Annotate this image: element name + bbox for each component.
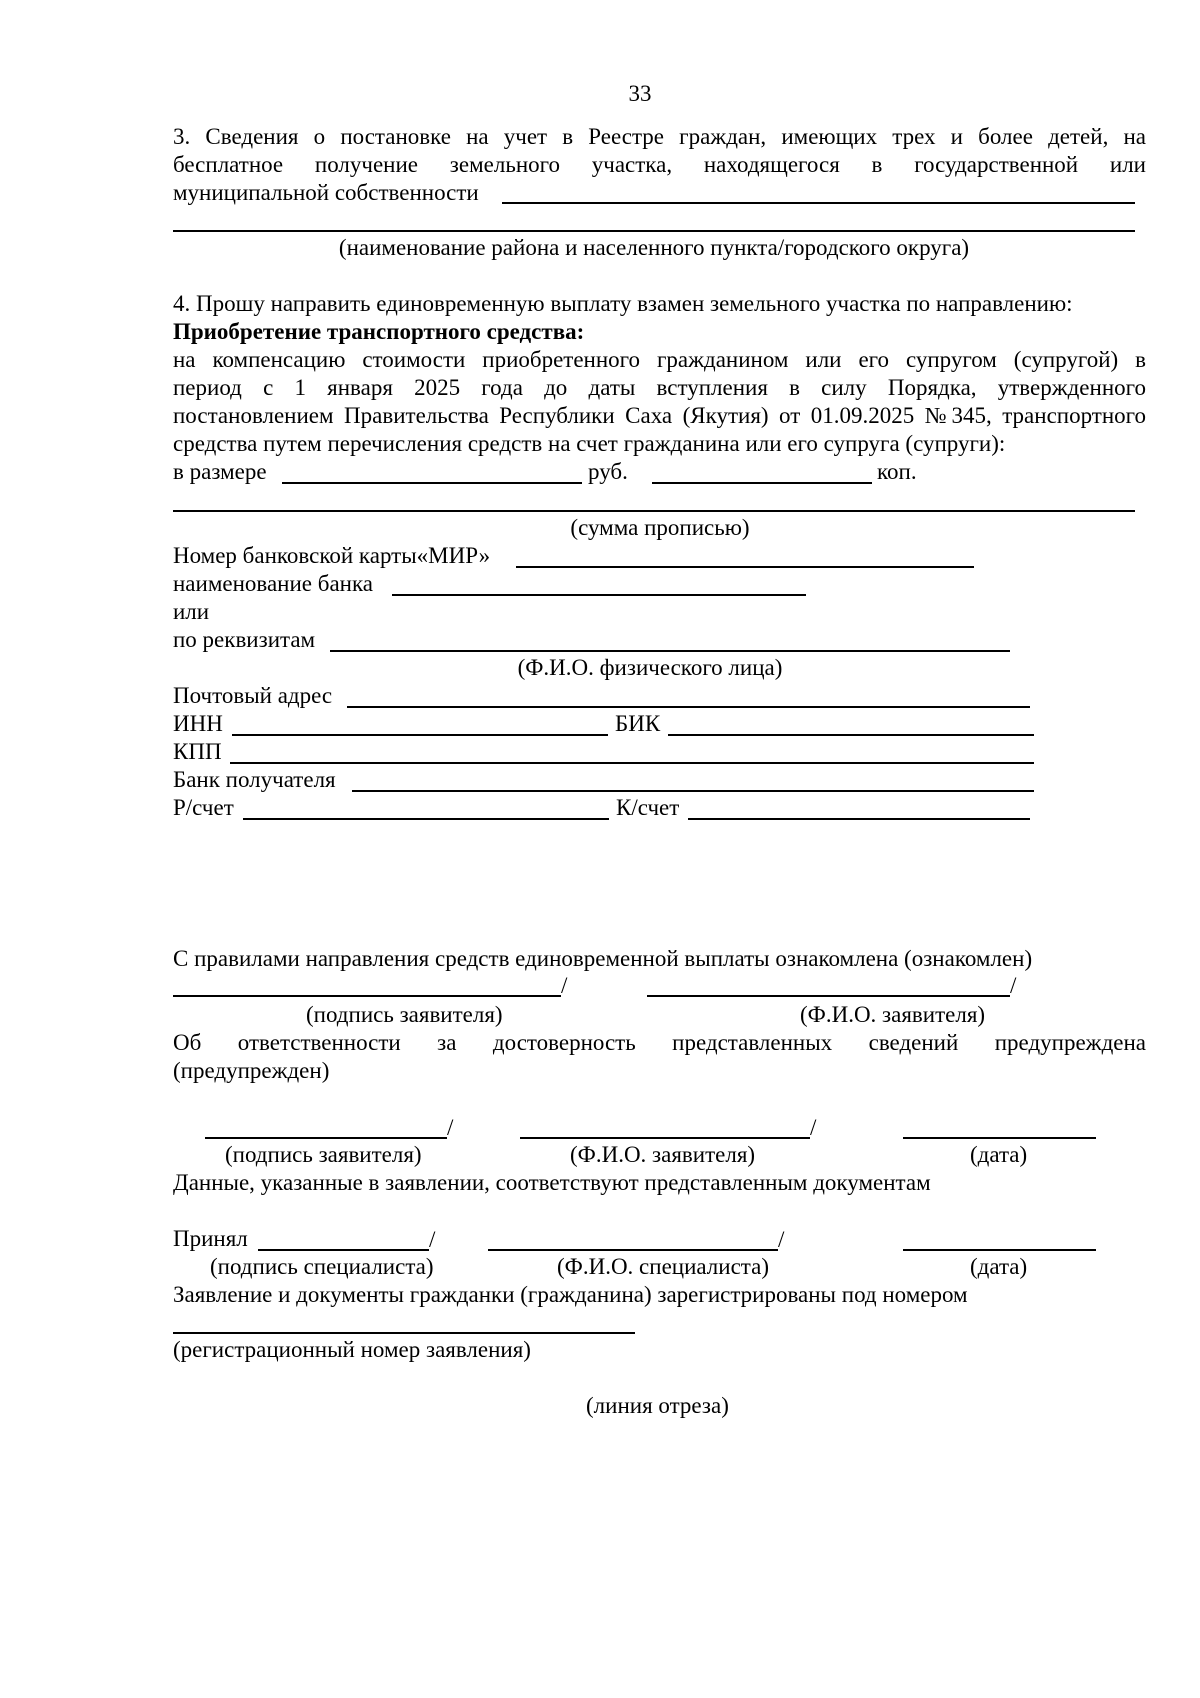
section4-heading: Приобретение транспортного средства: [173, 319, 585, 344]
section4-para-line2: период с 1 января 2025 года до даты вступления в силу Порядка, утвержденного [173, 375, 1146, 400]
requisites-field[interactable] [330, 650, 1010, 652]
kop-label: коп. [877, 459, 917, 484]
district-field[interactable] [173, 230, 1135, 232]
specialist-signature-caption: (подпись специалиста) [210, 1254, 434, 1279]
kpp-field[interactable] [230, 762, 1034, 764]
rub-label: руб. [588, 459, 628, 484]
account-label: Р/счет [173, 795, 234, 820]
responsibility-line2: (предупрежден) [173, 1058, 330, 1083]
applicant-name-caption-2: (Ф.И.О. заявителя) [570, 1142, 756, 1167]
registration-number-caption: (регистрационный номер заявления) [173, 1337, 531, 1362]
specialist-name-caption: (Ф.И.О. специалиста) [557, 1254, 769, 1279]
section3-line3: муниципальной собственности [173, 180, 479, 205]
district-caption: (наименование района и населенного пункта/городского округа) [338, 235, 970, 260]
requisites-caption: (Ф.И.О. физического лица) [517, 655, 783, 680]
applicant-name-field-2[interactable] [520, 1137, 810, 1139]
date-caption-2: (дата) [970, 1254, 1028, 1279]
applicant-name-caption-1: (Ф.И.О. заявителя) [800, 1002, 986, 1027]
card-number-label: Номер банковской карты«МИР» [173, 543, 491, 568]
cut-line-label: (линия отреза) [586, 1393, 729, 1418]
separator-slash: / [778, 1227, 785, 1252]
date-caption-1: (дата) [970, 1142, 1028, 1167]
date-field-2[interactable] [903, 1249, 1096, 1251]
recipient-bank-field[interactable] [352, 790, 1034, 792]
bank-name-field[interactable] [392, 594, 806, 596]
section3-line2: бесплатное получение земельного участка, находящегося в государственной или [173, 152, 1146, 177]
or-label: или [173, 599, 210, 624]
recipient-bank-label: Банк получателя [173, 767, 336, 792]
amount-words-caption: (сумма прописью) [570, 515, 750, 540]
registration-number-field[interactable] [173, 1332, 635, 1334]
section4-para-line3: постановлением Правительства Республики Саха (Якутия) от 01.09.2025 №345, транспортного [173, 403, 1146, 428]
accepted-label: Принял [173, 1226, 248, 1251]
applicant-name-field-1[interactable] [647, 995, 1010, 997]
corr-account-label: К/счет [616, 795, 680, 820]
card-number-field[interactable] [516, 566, 974, 568]
applicant-signature-caption-1: (подпись заявителя) [306, 1002, 503, 1027]
municipal-property-field[interactable] [502, 202, 1135, 204]
amount-kop-field[interactable] [652, 482, 872, 484]
bik-field[interactable] [668, 734, 1034, 736]
bank-name-label: наименование банка [173, 571, 373, 596]
separator-slash: / [1010, 973, 1017, 998]
rules-text: С правилами направления средств единовременной выплаты ознакомлена (ознакомлен) [173, 946, 1033, 971]
postal-address-field[interactable] [347, 706, 1030, 708]
separator-slash: / [429, 1227, 436, 1252]
section3-line1: 3. Сведения о постановке на учет в Реестре граждан, имеющих трех и более детей, на [173, 124, 1146, 149]
amount-prefix: в размере [173, 459, 267, 484]
separator-slash: / [447, 1115, 454, 1140]
applicant-signature-caption-2: (подпись заявителя) [225, 1142, 422, 1167]
documents-match-text: Данные, указанные в заявлении, соответствуют представленным документам [173, 1170, 931, 1195]
registered-text: Заявление и документы гражданки (гражданина) зарегистрированы под номером [173, 1282, 968, 1307]
account-field[interactable] [243, 818, 609, 820]
corr-account-field[interactable] [688, 818, 1030, 820]
applicant-signature-field-2[interactable] [205, 1137, 447, 1139]
amount-rub-field[interactable] [282, 482, 582, 484]
section4-para-line1: на компенсацию стоимости приобретенного гражданином или его супругом (супругой) в [173, 347, 1146, 372]
inn-field[interactable] [232, 734, 608, 736]
specialist-signature-field[interactable] [258, 1249, 429, 1251]
inn-label: ИНН [173, 711, 223, 736]
separator-slash: / [561, 973, 568, 998]
responsibility-line1: Об ответственности за достоверность представленных сведений предупреждена [173, 1030, 1146, 1055]
bik-label: БИК [615, 711, 661, 736]
section4-para-line4: средства путем перечисления средств на счет гражданина или его супруга (супруги): [173, 431, 1006, 456]
date-field-1[interactable] [903, 1137, 1096, 1139]
section4-line1: 4. Прошу направить единовременную выплату взамен земельного участка по направлению: [173, 291, 1073, 316]
specialist-name-field[interactable] [488, 1249, 778, 1251]
applicant-signature-field-1[interactable] [173, 995, 561, 997]
kpp-label: КПП [173, 739, 222, 764]
page-number: 33 [628, 81, 652, 106]
requisites-label: по реквизитам [173, 627, 316, 652]
separator-slash: / [810, 1115, 817, 1140]
amount-words-field[interactable] [173, 510, 1135, 512]
postal-address-label: Почтовый адрес [173, 683, 333, 708]
